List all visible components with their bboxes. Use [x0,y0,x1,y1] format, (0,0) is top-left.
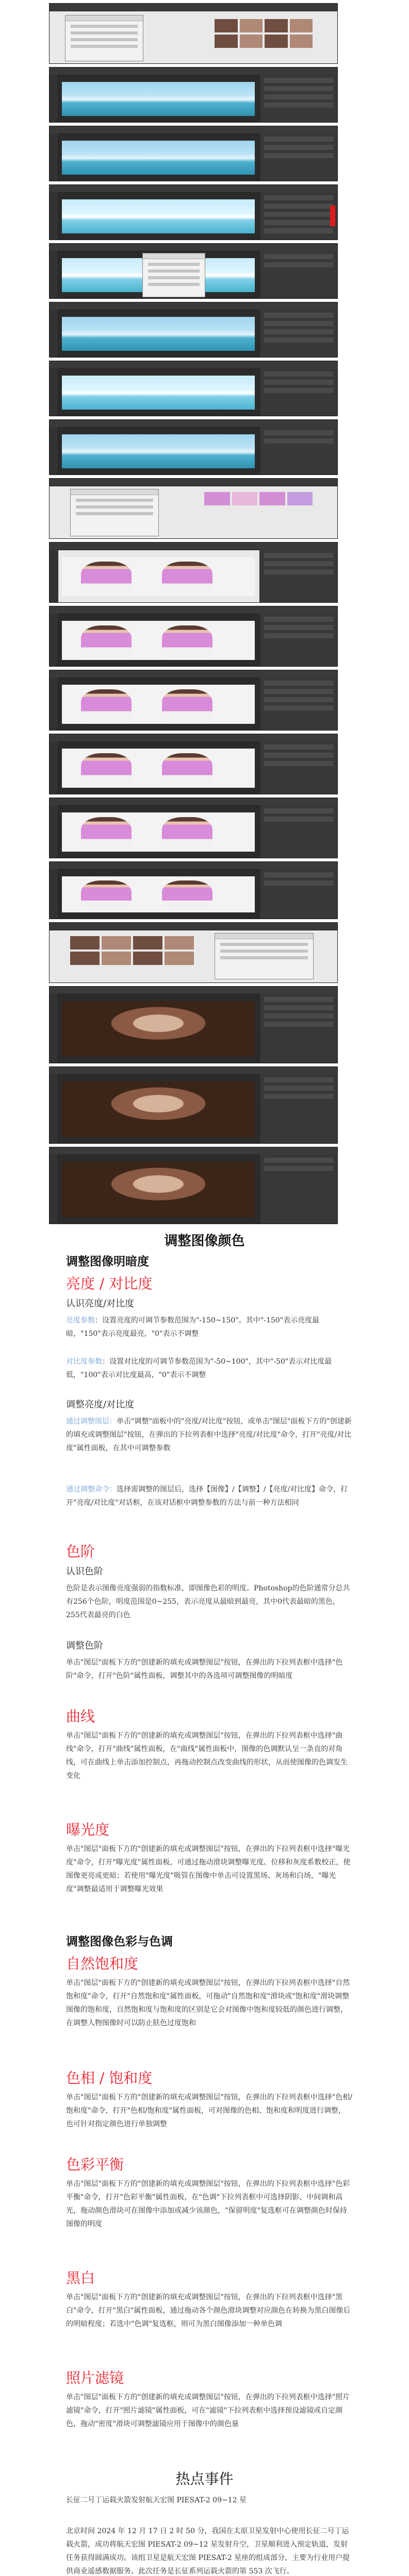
portrait-image [62,1001,255,1057]
para-exposure: 单击"图层"面板下方的"创建新的填充或调整图层"按钮，在弹出的下拉列表框中选择"曝光度"命令，打开"曝光度"属性面板，可通过拖动滑块调整曝光度、位移和灰度系数校正，使图像更亮或更暗；若使用"曝光度"吸管在图像中单击可设置黑场、灰场和白场，"曝光度"调整最适用于调整曝光效果 [66,1845,351,1893]
para-vibrance: 单击"图层"面板下方的"创建新的填充或调整图层"按钮，在弹出的下拉列表框中选择"自然饱和度"命令，打开"自然饱和度"属性面板，可拖动"自然饱和度"滑块或"饱和度"滑块调整图像的饱和度，自然饱和度与饱和度的区别是它会对图像中饱和度较低的颜色进行调整，在调整人物图像时可以防止肤色过度饱和 [66,1979,350,2027]
layers-panel [259,75,337,122]
adjustment-menu [142,253,205,297]
heading-brightness-contrast: 亮度 / 对比度 [66,1275,153,1292]
para-adjust-layer: 通过调整图层：单击"调整"面板中的"亮度/对比度"按钮，或单击"图层"面板下方的"创建新的填充或调整图层"按钮，在弹出的下拉列表框中选择"亮度/对比度"命令，打开"亮度/对比度"属性面板，在其中可调整参数 [66,1417,352,1452]
heading-hot-events: 热点事件 [175,2470,234,2487]
para-levels-intro: 色阶是表示图像亮度强弱的指数标准，即图像色彩的明度。Photoshop的色阶通常分总共有256个色阶，明度范围是0~255，表示亮度从最暗到最亮，其中0代表最暗的黑色，255代表最亮的白色 [66,1584,350,1619]
para-curves: 单击"图层"面板下方的"创建新的填充或调整图层"按钮，在弹出的下拉列表框中选择"曲线"命令，打开"曲线"属性面板，在"曲线"属性面板中，图像的色调默认呈一条直的对角线，可在曲线上单击添加控制点，再拖动控制点改变曲线的形状，从而使图像的色调发生变化 [66,1732,348,1780]
heading-color-balance: 色彩平衡 [66,2156,124,2173]
screenshot-sky-exposure [49,361,338,416]
properties-panel [259,192,337,240]
subheading-know-levels: 认识色阶 [66,1566,103,1577]
screenshot-pink-2 [49,606,338,667]
para-levels-adjust: 单击"图层"面板下方的"创建新的填充或调整图层"按钮，在弹出的下拉列表框中选择"色阶"命令，打开"色阶"属性面板，调整其中的各选项可调整图像的明暗度 [66,1658,343,1680]
main-title: 调整图像颜色 [164,1233,245,1249]
open-dialog [70,489,159,536]
hot-event-headline: 长征二号丁运载火箭发射航天宏图 PIESAT-2 09~12 星 [66,2496,247,2504]
new-document-dialog [65,15,143,61]
subheading-know-brightness: 认识亮度/对比度 [66,1298,135,1309]
screenshot-pink-4 [49,734,338,794]
heading-hue-saturation: 色相 / 饱和度 [66,2070,153,2087]
screenshot-pink-6 [49,861,338,919]
heading-photo-filter: 照片滤镜 [66,2369,124,2386]
para-adjust-command: 通过调整命令：选择需调整的图层后，选择【图像】/【调整】/【亮度/对比度】命令，打开"亮度/对比度"对话框，在该对话框中调整参数的方法与前一种方法相同 [66,1485,348,1507]
para-contrast-param: 对比度参数：设置对比度的可调节参数范围为"-50~100"，其中"-50"表示对比度最低，"100"表示对比度最高，"0"表示不调整 [66,1358,332,1379]
para-photo-filter: 单击"图层"面板下方的"创建新的填充或调整图层"按钮，在弹出的下拉列表框中选择"照片滤镜"命令，打开"照片滤镜"属性面板，可在"滤镜"下拉列表框中选择预设滤镜或自定颜色，拖动"密度"滑块可调整滤镜应用于图像中的颜色量 [66,2393,350,2428]
subheading-adjust-brightness: 调整亮度/对比度 [66,1399,135,1410]
sky-image [62,82,255,116]
screenshot-open-files [49,478,338,539]
sky-image-bright [62,199,255,233]
screenshot-photoshop-new-doc [49,3,338,64]
heading-levels: 色阶 [66,1543,95,1560]
screenshot-sky-result [49,419,338,475]
screenshot-portrait-3 [49,1147,338,1224]
screenshot-portrait-open [49,922,338,983]
para-black-white: 单击"图层"面板下方的"创建新的填充或调整图层"按钮，在弹出的下拉列表框中选择"黑白"命令，打开"黑白"属性面板，通过拖动各个颜色滑块调整对应颜色在转换为黑白图像后的明暗程度；若选中"色调"复选框，则可为黑白图像添加一种单色调 [66,2293,351,2328]
heading-exposure: 曝光度 [66,1821,110,1838]
subheading-adjust-levels: 调整色阶 [66,1640,103,1651]
sky-image [62,141,255,175]
para-brightness-param: 亮度参数：设置亮度的可调节参数范围为"-150~150"。其中"-150"表示亮度最暗，"150"表示亮度最亮，"0"表示不调整 [66,1316,320,1338]
heading-curves: 曲线 [66,1708,95,1725]
heading-vibrance: 自然饱和度 [66,1955,139,1972]
screenshot-sky-2 [49,126,338,181]
heading-black-white: 黑白 [66,2269,95,2286]
screenshot-pink-3 [49,670,338,731]
screenshot-pink-1 [49,542,338,603]
screenshot-sky-1 [49,67,338,123]
model-image [62,557,255,596]
screenshot-sky-menu [49,243,338,299]
screenshot-sky-levels [49,184,338,240]
screenshot-pink-5 [49,798,338,858]
ps-menubar [50,4,337,11]
thumbnail-grid [215,19,313,48]
section-title-brightness: 调整图像明暗度 [66,1255,149,1268]
para-color-balance: 单击"图层"面板下方的"创建新的填充或调整图层"按钮，在弹出的下拉列表框中选择"色彩平衡"命令，打开"色彩平衡"属性面板，在"色调"下拉列表框中可选择阴影、中间调和高光，拖动颜色滑块可在图像中添加或减少该颜色，"保留明度"复选框可在调整颜色时保持图像的明度 [66,2180,350,2228]
section-title-color: 调整图像色彩与色调 [66,1935,173,1948]
screenshot-portrait-2 [49,1066,338,1144]
para-hue-saturation: 单击"图层"面板下方的"创建新的填充或调整图层"按钮，在弹出的下拉列表框中选择"色相/饱和度"命令，打开"色相/饱和度"属性面板，可对图像的色相、饱和度和明度进行调整，也可针对指定颜色进行单独调整 [66,2093,352,2128]
screenshot-sky-curves [49,302,338,358]
screenshot-portrait-1 [49,986,338,1063]
hot-event-summary: 北京时间 2024 年 12 月 17 日 2 时 50 分，我国在太原卫星发射中心使用长征二号丁运载火箭，成功将航天宏图 PIESAT-2 09~12 星发射升空，卫星顺利进入预定轨道，发射任务获得圆满成功。该组卫星是航天宏图 PIESAT-2 星座的组成部分，主要为行业用户提供商业遥感数据服务。此次任务是长征系列运载火箭的第 553 次飞行。 [66,2527,350,2575]
